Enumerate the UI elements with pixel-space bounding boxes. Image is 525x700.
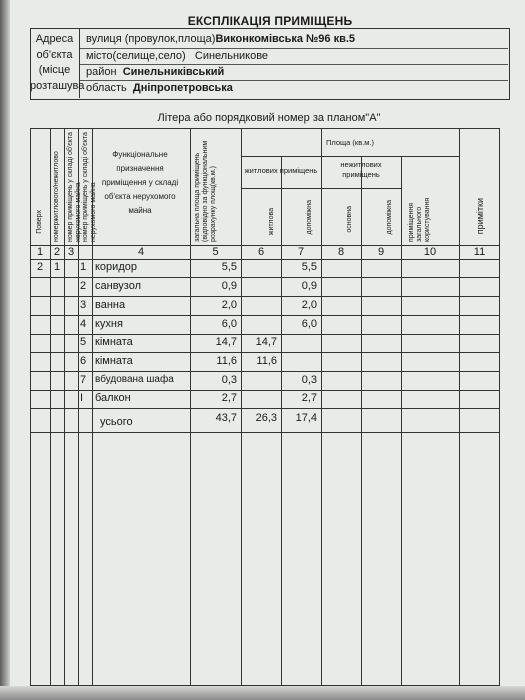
header-function: [92, 148, 188, 218]
cell-name: кімната: [95, 336, 133, 348]
cell-aux: 0,9: [301, 280, 317, 292]
cell-name: санвузол: [95, 280, 142, 292]
address-divider: [80, 80, 508, 81]
address-divider: [80, 64, 508, 65]
row-line: [30, 277, 500, 278]
row-line: [241, 156, 459, 157]
cell-living: 14,7: [255, 336, 277, 348]
header-nonliving: нежитлових приміщень: [340, 160, 382, 179]
cell-name: кімната: [95, 355, 133, 367]
col-line: [321, 128, 322, 686]
cell-aux: 2,7: [301, 392, 317, 404]
cell-total: 0,3: [221, 374, 237, 386]
col-line: [241, 128, 242, 686]
address-divider: [80, 48, 508, 49]
cell-room: 6: [80, 355, 87, 367]
row-line: [30, 432, 500, 433]
address-town: [86, 50, 268, 62]
cell-living: 11,6: [256, 355, 277, 367]
col-number: 6: [257, 246, 265, 258]
row-line: [30, 315, 500, 316]
col-line: [64, 128, 65, 686]
cell-room: 2: [80, 280, 87, 292]
cell-room: 1: [80, 261, 87, 273]
col-number: 7: [297, 246, 305, 258]
header-living-aux: допоміжна: [306, 200, 313, 235]
region-value: Дніпропетровська: [132, 82, 233, 94]
cell-name: балкон: [95, 392, 131, 404]
page-left-shadow: [0, 0, 10, 700]
cell-floor: 2: [36, 261, 44, 273]
cell-room: 5: [80, 336, 87, 348]
address-region: [86, 82, 233, 94]
col-line: [50, 128, 51, 686]
address-label: [30, 28, 85, 98]
col-number: 10: [423, 246, 437, 258]
address-street: [86, 33, 355, 45]
header-floor: Поверх: [36, 210, 43, 234]
header-common: приміщення загального користування: [408, 197, 431, 242]
cell-total: 11,6: [216, 355, 237, 367]
header-apt-no: номержитлового/нежитлово: [53, 151, 60, 242]
col-number: 9: [377, 246, 385, 258]
header-function-line: приміщення у складі: [101, 178, 179, 187]
row-line: [30, 390, 500, 391]
cell-name: коридор: [95, 261, 137, 273]
col-line: [401, 156, 402, 686]
cell-living-sum: 26,3: [255, 412, 277, 424]
cell-total: 2,0: [221, 299, 237, 311]
header-nonliving-aux: допоміжна: [386, 200, 393, 235]
cell-room: 4: [80, 318, 87, 330]
row-line: [30, 296, 500, 297]
cell-name: ванна: [95, 299, 126, 311]
header-function-line: Функціональне: [112, 150, 168, 159]
cell-total: 5,5: [221, 261, 237, 273]
cell-apt: 1: [53, 261, 61, 273]
header-function-line: об'єкта нерухомого: [104, 192, 176, 201]
col-line: [459, 128, 460, 686]
header-living-main: житлова: [268, 208, 275, 236]
col-number: 4: [137, 246, 145, 258]
address-label-line: об'єкта: [36, 48, 73, 61]
cell-aux: 0,3: [301, 374, 317, 386]
cell-total: 2,7: [221, 392, 237, 404]
address-label-line: розташува: [30, 79, 85, 92]
col-number: 3: [67, 246, 75, 258]
cell-aux-sum: 17,4: [295, 412, 317, 424]
col-number: 2: [53, 246, 61, 258]
col-number: 11: [473, 246, 486, 258]
header-total-area: загальна площа приміщень (відповідно за функціональним розрахунку площ(кв.м.): [194, 140, 217, 242]
address-district: [86, 66, 224, 78]
cell-name: кухня: [95, 318, 123, 330]
address-label-line: Адреса: [35, 33, 74, 45]
col-number: 5: [212, 246, 219, 258]
cell-room: 3: [80, 299, 87, 311]
town-prefix: місто(селище,село): [86, 50, 186, 62]
cell-total: 6,0: [221, 318, 237, 330]
header-area: Площа (кв.м.): [325, 138, 375, 147]
row-line: [30, 352, 500, 353]
district-prefix: район: [86, 66, 117, 78]
page-bottom-shadow: [0, 686, 525, 700]
cell-total: 0,9: [221, 280, 237, 292]
col-line: [361, 156, 362, 686]
row-line: [30, 408, 500, 409]
cell-aux: 6,0: [301, 318, 317, 330]
cell-total-sum: 43,7: [215, 412, 237, 424]
header-function-line: призначення: [116, 164, 164, 173]
district-value: Синельниківський: [122, 66, 225, 78]
header-nonliving-main: основна: [346, 206, 353, 233]
col-number: 8: [337, 246, 345, 258]
header-room-no-cont: номер приміщень у складі об'єкта нерухомого майна: [82, 132, 97, 242]
col-number: 1: [36, 246, 44, 258]
cell-total: 14,7: [215, 336, 237, 348]
cell-total-label: усього: [100, 416, 133, 428]
cell-room: I: [80, 392, 84, 404]
header-room-no: номер приміщень у складі об'єкта нерухомого майна: [67, 132, 82, 242]
cell-aux: 5,5: [301, 261, 317, 273]
row-line: [30, 259, 500, 260]
cell-room: 7: [80, 374, 87, 386]
document-title: ЕКСПЛІКАЦІЯ ПРИМІЩЕНЬ: [187, 14, 353, 28]
cell-name: вбудована шафа: [95, 374, 174, 385]
address-label-line: (місце: [38, 64, 71, 76]
col-line: [190, 128, 191, 686]
litera-caption: Літера або порядковий номер за планом"А": [157, 112, 381, 124]
row-line: [241, 188, 401, 189]
header-living: житлових приміщень: [244, 166, 318, 175]
row-line: [30, 334, 500, 335]
street-value: Виконкомівська №96 кв.5: [215, 33, 356, 45]
town-value: Синельникове: [194, 50, 269, 62]
region-prefix: область: [86, 82, 127, 94]
header-notes: примітки: [475, 198, 485, 235]
row-line: [30, 371, 500, 372]
header-function-line: майна: [128, 206, 152, 215]
cell-aux: 2,0: [301, 299, 317, 311]
street-prefix: вулиця (провулок,площа): [86, 33, 216, 45]
